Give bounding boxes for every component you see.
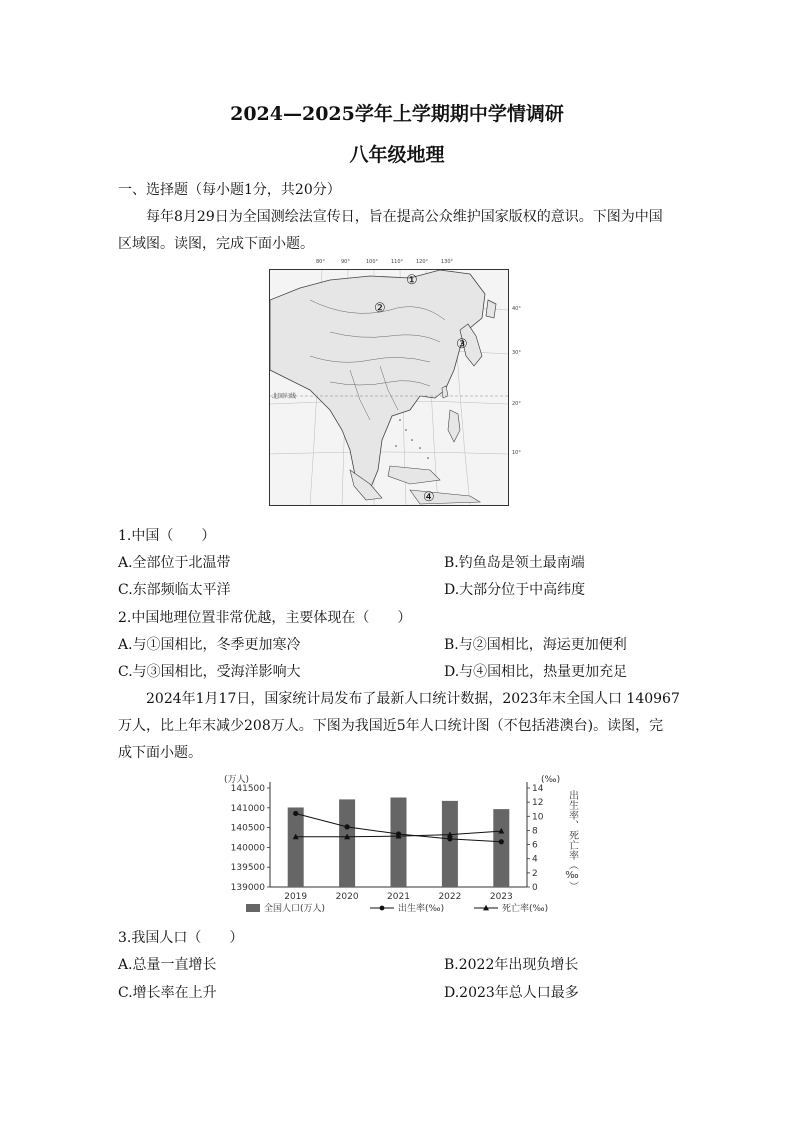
q1-option-d[interactable]: D.大部分位于中高纬度	[444, 582, 586, 598]
right-tick-label: 14	[532, 784, 544, 794]
passage2-line1: 2024年1月17日，国家统计局发布了最新人口统计数据，2023年末全国人口 140967	[146, 691, 680, 707]
map-marker-4: ④	[423, 490, 435, 505]
q2-option-c[interactable]: C.与③国相比，受海洋影响大	[118, 664, 301, 680]
legend-birth-marker	[380, 906, 385, 911]
legend-birth-rate: 出生率(‰)	[398, 904, 445, 914]
q1-stem: 1.中国（ ）	[118, 528, 216, 544]
map-lon-tick: 120°	[416, 259, 429, 265]
legend-death-rate: 死亡率(‰)	[502, 904, 549, 914]
map-marker-1: ①	[406, 273, 418, 288]
right-tick-label: 10	[532, 812, 544, 823]
map-lon-tick: 100°	[366, 259, 379, 265]
left-tick-label: 140000	[230, 843, 265, 854]
left-tick-label: 140500	[230, 823, 265, 834]
china-region-map	[269, 269, 509, 506]
passage1-line2: 区域图。读图，完成下面小题。	[118, 236, 314, 252]
right-tick-label: 12	[532, 798, 544, 809]
q2-option-d[interactable]: D.与④国相比，热量更加充足	[444, 664, 628, 680]
q1-option-c[interactable]: C.东部频临太平洋	[118, 582, 231, 598]
page-subtitle: 八年级地理	[349, 144, 445, 166]
passage2-line3: 成下面小题。	[118, 745, 202, 761]
q3-option-a[interactable]: A.总量一直增长	[118, 957, 217, 973]
population-bar	[288, 807, 304, 887]
section-heading: 一、选择题（每小题1分，共20分）	[118, 182, 341, 198]
page-title: 2024—2025学年上学期期中学情调研	[230, 103, 564, 125]
q2-option-b[interactable]: B.与②国相比，海运更加便利	[444, 637, 627, 653]
q1-option-a[interactable]: A.全部位于北温带	[118, 555, 231, 571]
birth-rate-point	[345, 824, 350, 829]
population-bar	[339, 799, 355, 887]
q1-option-b[interactable]: B.钓鱼岛是领土最南端	[444, 555, 585, 571]
map-lon-tick: 130°	[441, 259, 454, 265]
population-bar	[442, 801, 458, 887]
right-unit-label: (‰)	[541, 775, 561, 785]
right-axis-label: 出生率、死亡率（‰）	[566, 790, 578, 891]
q2-option-a[interactable]: A.与①国相比，冬季更加寒冷	[118, 637, 301, 653]
population-chart	[212, 770, 582, 920]
map-marker-2: ②	[374, 301, 386, 316]
x-tick-label: 2019	[284, 892, 308, 902]
map-lon-tick: 80°	[316, 259, 325, 265]
right-tick-label: 2	[532, 868, 538, 879]
map-lat-tick: 30°	[512, 350, 521, 356]
map-lon-tick: 110°	[391, 259, 404, 265]
map-lat-tick: 10°	[512, 450, 521, 456]
birth-rate-point	[447, 836, 452, 841]
map-lat-tick: 20°	[512, 401, 521, 407]
x-tick-label: 2022	[438, 892, 462, 902]
passage1-line1: 每年8月29日为全国测绘法宣传日，旨在提高公众维护国家版权的意识。下图为中国	[146, 209, 663, 225]
birth-rate-point	[293, 811, 298, 816]
population-bar	[391, 798, 407, 887]
map-drawing	[270, 270, 508, 505]
passage2-line2: 万人，比上年末减少208万人。下图为我国近5年人口统计图（不包括港澳台)。读图，完	[118, 718, 664, 734]
x-tick-label: 2021	[387, 892, 410, 902]
left-unit-label: (万人)	[224, 775, 250, 785]
x-tick-label: 2020	[335, 892, 359, 902]
q3-option-c[interactable]: C.增长率在上升	[118, 985, 217, 1001]
birth-rate-point	[499, 839, 504, 844]
right-tick-label: 0	[532, 883, 538, 893]
right-tick-label: 6	[532, 840, 538, 851]
left-tick-label: 141500	[230, 784, 265, 794]
q3-option-b[interactable]: B.2022年出现负增长	[444, 957, 579, 973]
left-tick-label: 139000	[230, 883, 265, 893]
tropic-label: 北回归线	[272, 393, 297, 400]
q2-stem: 2.中国地理位置非常优越，主要体现在（ ）	[118, 610, 412, 626]
q3-option-d[interactable]: D.2023年总人口最多	[444, 985, 579, 1001]
left-tick-label: 141000	[230, 803, 265, 814]
map-lat-tick: 40°	[512, 306, 521, 312]
map-marker-3: ③	[456, 337, 468, 352]
x-tick-label: 2023	[489, 892, 513, 902]
legend-bar-swatch	[246, 904, 260, 912]
right-tick-label: 8	[532, 826, 538, 837]
map-lon-tick: 90°	[341, 259, 350, 265]
population-bar	[493, 809, 509, 887]
left-tick-label: 139500	[230, 863, 265, 874]
right-tick-label: 4	[532, 854, 538, 865]
legend-population: 全国人口(万人)	[264, 904, 326, 914]
q3-stem: 3.我国人口（ ）	[118, 930, 244, 946]
